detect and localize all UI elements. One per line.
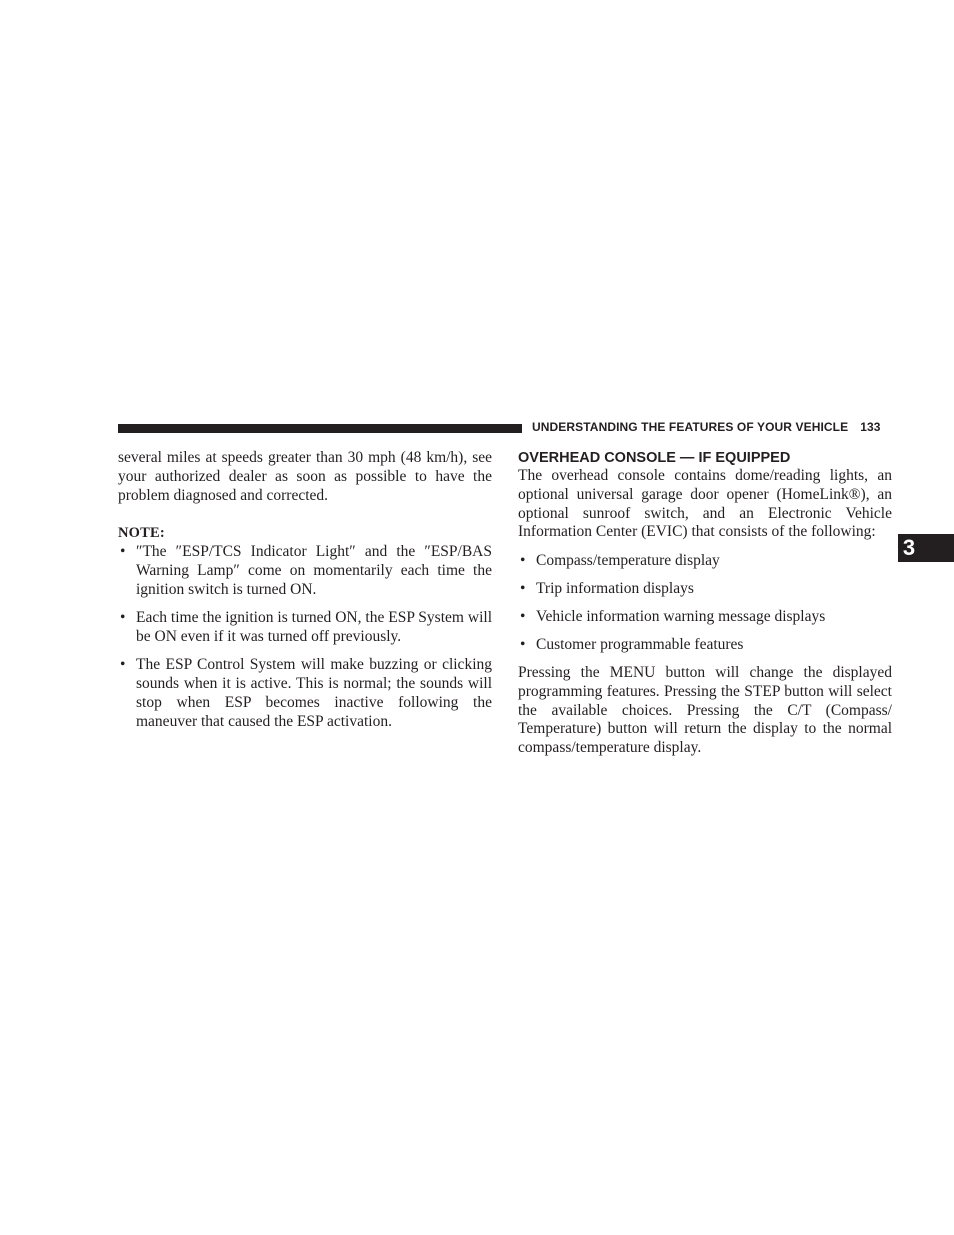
bullet-icon: • [120,656,126,674]
list-item: • Customer programmable features [520,635,744,653]
chapter-number: 3 [902,535,916,560]
bullet-icon: • [520,607,526,625]
console-intro-paragraph: The overhead console contains dome/reading lights, an optional universal garage door opener (HomeLink®), an optional sunroof switch, and an Electronic Vehicle Information Center (EVIC) that consists of the following: [518,467,892,541]
list-item: • Each time the ignition is turned ON, the ESP System will be ON even if it was turned off previously. [120,609,492,645]
note-label: NOTE: [118,525,165,542]
bullet-icon: • [120,609,126,627]
bullet-icon: • [520,635,526,653]
bullet-icon: • [120,543,126,561]
list-item: • The ESP Control System will make buzzing or clicking sounds when it is active. This is normal; the sounds will stop when ESP becomes inactive following the maneuver that caused the ESP activation. [120,656,492,730]
chapter-tab [898,534,954,562]
closing-paragraph: Pressing the MENU button will change the displayed programming features. Pressing the STEP button will select the available choices. Pressing the C/T (Compass/ Temperature) button will return the display to the normal compass/temperature display. [518,663,892,757]
feature-list [518,552,892,655]
page-number: 133 [860,420,881,434]
left-column [118,449,492,731]
running-header [532,420,892,434]
list-item: • ″The ″ESP/TCS Indicator Light″ and the ″ESP/BAS Warning Lamp″ come on momentarily each time the ignition switch is turned ON. [120,543,492,598]
list-item: • Vehicle information warning message displays [520,607,826,625]
list-item: • Compass/temperature display [520,551,720,569]
intro-paragraph: several miles at speeds greater than 30 mph (48 km/h), see your authorized dealer as soon as possible to have the problem diagnosed and corrected. [118,449,492,504]
bullet-icon: • [520,551,526,569]
header-section-title: UNDERSTANDING THE FEATURES OF YOUR VEHICLE [532,420,849,434]
bullet-icon: • [520,579,526,597]
header-rule [118,424,522,433]
list-item: • Trip information displays [520,579,694,597]
right-column [518,449,892,758]
note-list [118,543,492,731]
section-heading: OVERHEAD CONSOLE — IF EQUIPPED [518,450,791,466]
